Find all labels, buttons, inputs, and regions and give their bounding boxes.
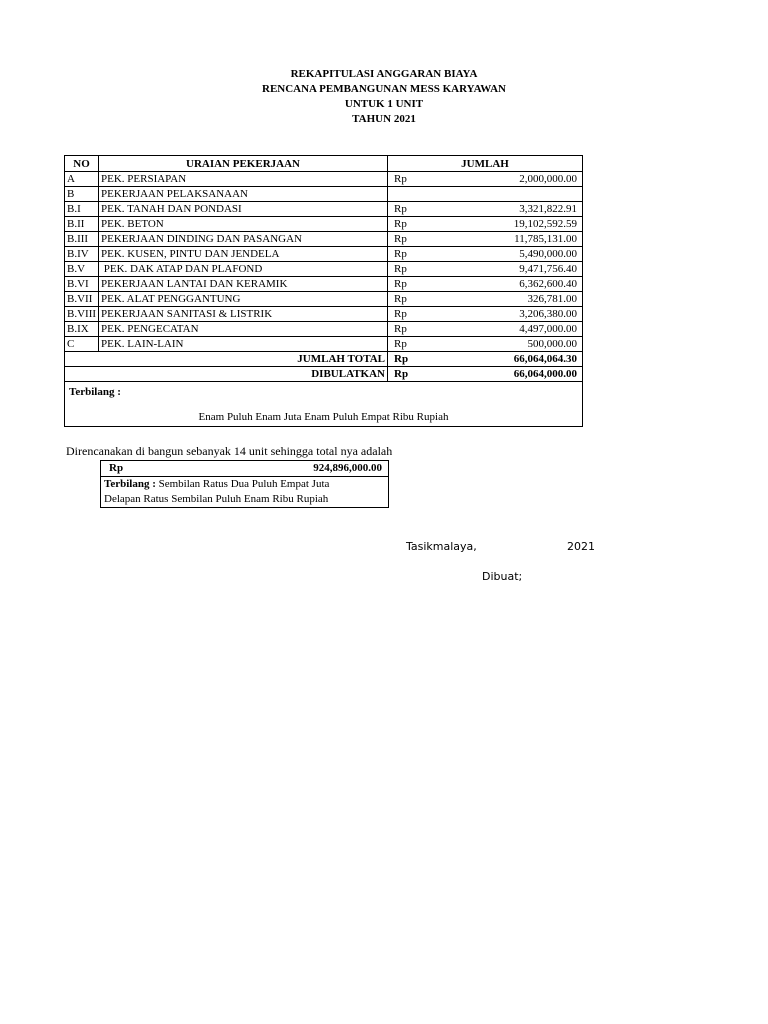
table-row	[65, 247, 583, 262]
row-currency: Rp	[394, 203, 407, 215]
row-amount: 4,497,000.00	[519, 323, 577, 335]
row-jumlah	[388, 307, 583, 322]
row-jumlah	[388, 262, 583, 277]
row-uraian: PEK. BETON	[99, 217, 388, 232]
row-jumlah	[388, 292, 583, 307]
row-no: B.V	[65, 262, 99, 277]
grand-total-cell	[101, 461, 389, 477]
row-amount: 19,102,592.59	[513, 218, 577, 230]
table-header-row	[65, 156, 583, 172]
rounded-cell	[388, 367, 583, 382]
table-body	[65, 172, 583, 352]
total-units-note: Direncanakan di bangun sebanyak 14 unit sehingga total nya adalah	[66, 444, 393, 458]
row-amount: 326,781.00	[527, 293, 577, 305]
row-uraian: PEK. PENGECATAN	[99, 322, 388, 337]
rounded-label: DIBULATKAN	[99, 367, 388, 382]
row-no: A	[65, 172, 99, 187]
row-uraian: PEK. DAK ATAP DAN PLAFOND	[99, 262, 388, 277]
signature-year: 2021	[567, 540, 595, 553]
table-row	[65, 262, 583, 277]
row-currency: Rp	[394, 248, 407, 260]
row-amount: 9,471,756.40	[519, 263, 577, 275]
grand-total-row	[101, 461, 389, 477]
table-row	[65, 187, 583, 202]
row-currency: Rp	[394, 278, 407, 290]
row-amount: 11,785,131.00	[514, 233, 577, 245]
row-amount: 500,000.00	[527, 338, 577, 350]
table-row	[65, 172, 583, 187]
rounded-amount: 66,064,000.00	[513, 368, 577, 380]
row-no: B.III	[65, 232, 99, 247]
table-row	[65, 322, 583, 337]
terbilang-row	[65, 382, 583, 427]
table-row	[65, 337, 583, 352]
row-currency: Rp	[394, 308, 407, 320]
rounded-currency: Rp	[394, 368, 409, 380]
row-uraian: PEKERJAAN PELAKSANAAN	[99, 187, 388, 202]
rounded-row	[65, 367, 583, 382]
row-amount: 3,321,822.91	[519, 203, 577, 215]
total-row	[65, 352, 583, 367]
row-currency: Rp	[394, 293, 407, 305]
row-amount: 2,000,000.00	[519, 173, 577, 185]
row-currency: Rp	[394, 233, 407, 245]
row-amount: 5,490,000.00	[519, 248, 577, 260]
row-uraian: PEK. KUSEN, PINTU DAN JENDELA	[99, 247, 388, 262]
row-jumlah	[388, 277, 583, 292]
row-uraian: PEK. LAIN-LAIN	[99, 337, 388, 352]
terbilang-label: Terbilang :	[69, 386, 121, 398]
row-jumlah	[388, 172, 583, 187]
row-uraian: PEKERJAAN DINDING DAN PASANGAN	[99, 232, 388, 247]
grand-total-amount: 924,896,000.00	[313, 462, 382, 474]
row-no: B.IV	[65, 247, 99, 262]
row-currency: Rp	[394, 323, 407, 335]
table-row	[65, 202, 583, 217]
row-currency: Rp	[394, 338, 407, 350]
col-header-jumlah: JUMLAH	[388, 156, 583, 172]
document-unit: UNTUK 1 UNIT	[344, 98, 424, 110]
row-no: C	[65, 337, 99, 352]
grand-total-box	[100, 460, 389, 508]
row-no: B.II	[65, 217, 99, 232]
row-currency: Rp	[394, 173, 407, 185]
col-header-no: NO	[65, 156, 99, 172]
row-no: B	[65, 187, 99, 202]
row-uraian: PEK. TANAH DAN PONDASI	[99, 202, 388, 217]
row-jumlah	[388, 232, 583, 247]
grand-words-line1: Sembilan Ratus Dua Puluh Empat Juta	[155, 478, 330, 490]
total-label: JUMLAH TOTAL	[99, 352, 388, 367]
grand-words-cell	[101, 477, 389, 508]
total-currency: Rp	[394, 353, 409, 365]
row-jumlah	[388, 202, 583, 217]
row-jumlah	[388, 247, 583, 262]
table-row	[65, 292, 583, 307]
row-no: B.VII	[65, 292, 99, 307]
signature-made-by: Dibuat;	[482, 570, 523, 583]
row-uraian: PEKERJAAN SANITASI & LISTRIK	[99, 307, 388, 322]
rounded-spacer	[65, 367, 99, 382]
row-no: B.IX	[65, 322, 99, 337]
row-uraian: PEK. PERSIAPAN	[99, 172, 388, 187]
document-title: REKAPITULASI ANGGARAN BIAYA	[290, 68, 478, 80]
document-subtitle: RENCANA PEMBANGUNAN MESS KARYAWAN	[262, 83, 506, 95]
total-spacer	[65, 352, 99, 367]
signature-place: Tasikmalaya,	[406, 540, 477, 553]
table-row	[65, 277, 583, 292]
row-no: B.VI	[65, 277, 99, 292]
table-row	[65, 217, 583, 232]
row-no: B.VIII	[65, 307, 99, 322]
terbilang-cell	[65, 382, 583, 427]
budget-recap-table	[64, 155, 583, 427]
row-uraian: PEK. ALAT PENGGANTUNG	[99, 292, 388, 307]
table-row	[65, 232, 583, 247]
grand-total-currency: Rp	[109, 462, 124, 474]
row-amount: 6,362,600.40	[519, 278, 577, 290]
document-year: TAHUN 2021	[352, 113, 416, 125]
grand-words-row	[101, 477, 389, 508]
row-jumlah	[388, 337, 583, 352]
row-currency: Rp	[394, 218, 407, 230]
grand-terbilang-label: Terbilang :	[104, 478, 156, 490]
row-currency: Rp	[394, 263, 407, 275]
terbilang-text: Enam Puluh Enam Juta Enam Puluh Empat Ribu Rupiah	[198, 411, 449, 423]
row-jumlah	[388, 322, 583, 337]
total-cell	[388, 352, 583, 367]
col-header-uraian: URAIAN PEKERJAAN	[99, 156, 388, 172]
row-uraian: PEKERJAAN LANTAI DAN KERAMIK	[99, 277, 388, 292]
table-row	[65, 307, 583, 322]
row-jumlah	[388, 187, 583, 202]
total-amount: 66,064,064.30	[513, 353, 577, 365]
row-no: B.I	[65, 202, 99, 217]
row-jumlah	[388, 217, 583, 232]
grand-words-line2: Delapan Ratus Sembilan Puluh Enam Ribu Rupiah	[104, 493, 329, 505]
row-amount: 3,206,380.00	[519, 308, 577, 320]
